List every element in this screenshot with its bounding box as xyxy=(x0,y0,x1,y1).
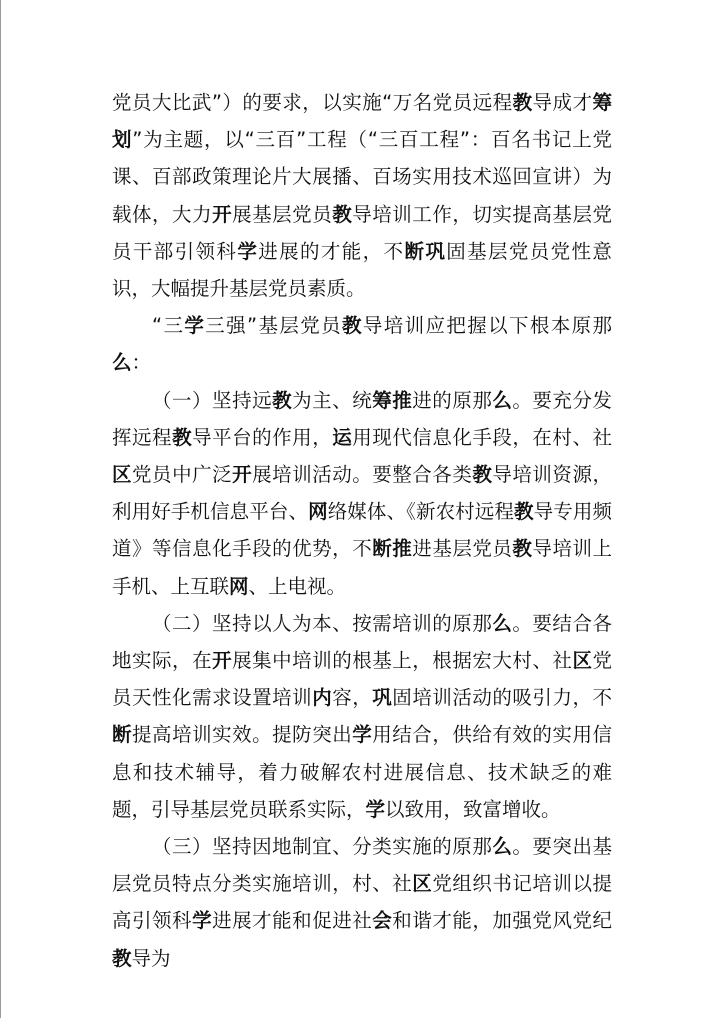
paragraph-principle-two: （二）坚持以人为本、按需培训的原那么。要结合各地实际，在开展集中培训的根基上，根据宏大村、社区党员天性化需求设置培训内容，巩固培训活动的吸引力，不断提高培训实效。提防突出学用结合，供给有效的实用信息和技术辅导，着力破解农村进展信息、技术缺乏的难题，引导基层党员联系实际，学以致用，致富增收。 xyxy=(112,611,612,821)
paragraph-continuation: 党员大比武”）的要求，以实施“万名党员远程教导成才筹划”为主题，以“三百”工程（“三百工程”：百名书记上党课、百部政策理论片大展播、百场实用技术巡回宣讲）为载体，大力开展基层党员教导培训工作，切实提高基层党员干部引领科学进展的才能，不断巩固基层党员党性意识，大幅提升基层党员素质。 xyxy=(112,91,612,301)
paragraph-principle-three: （三）坚持因地制宜、分类实施的原那么。要突出基层党员特点分类实施培训，村、社区党组织书记培训以提高引领科学进展才能和促进社会和谐才能，加强党风党纪教导为 xyxy=(112,835,612,970)
paragraph-principle-one: （一）坚持远教为主、统筹推进的原那么。要充分发挥远程教导平台的作用，运用现代信息化手段，在村、社区党员中广泛开展培训活动。要整合各类教导培训资源，利用好手机信息平台、网络媒体、《新农村远程教导专用频道》等信息化手段的优势，不断推进基层党员教导培训上手机、上互联网、上电视。 xyxy=(112,388,612,598)
paragraph-principles-intro: “三学三强”基层党员教导培训应把握以下根本原那么： xyxy=(112,314,612,375)
document-body xyxy=(112,84,612,977)
page-edge-line xyxy=(0,0,1,1018)
